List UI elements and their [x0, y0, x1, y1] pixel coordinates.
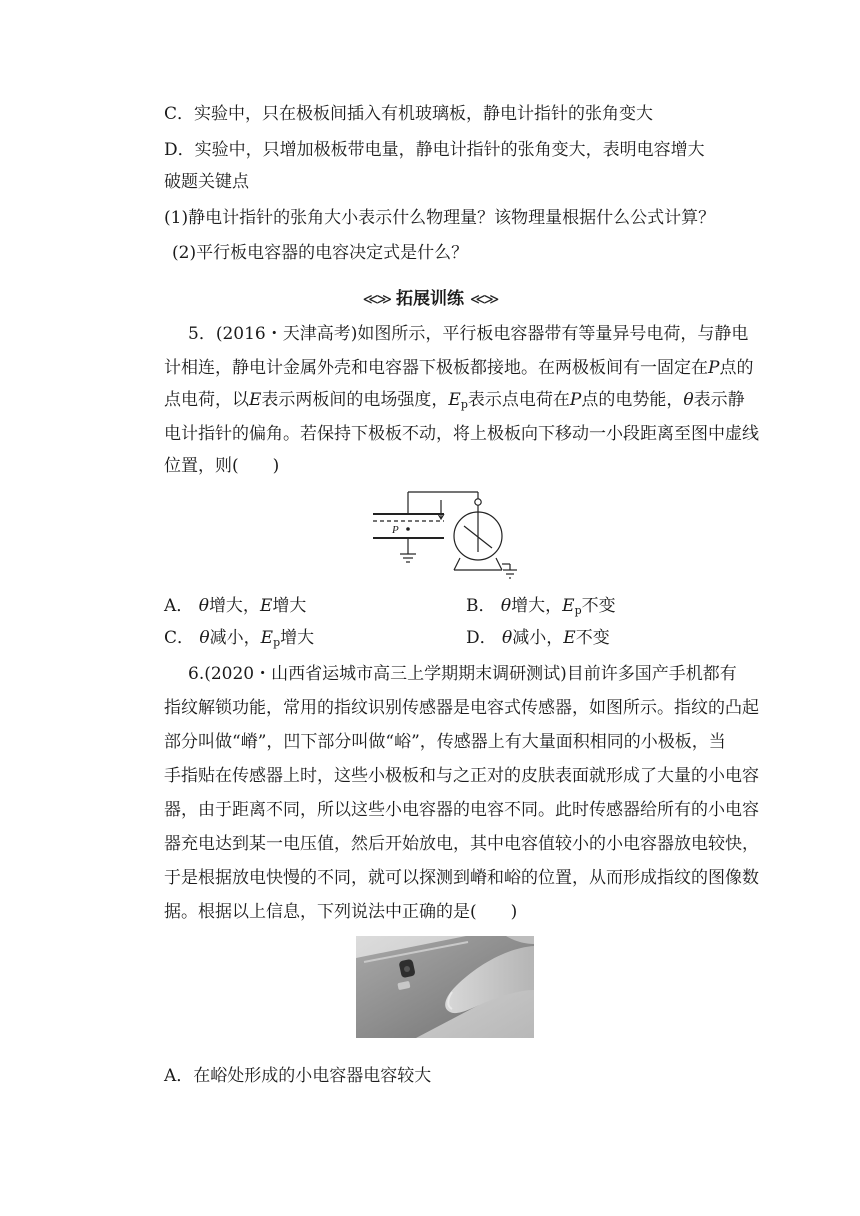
- q5-line-4: 电计指针的偏角。若保持下极板不动，将上极板向下移动一小段距离至图中虚线: [164, 424, 759, 444]
- q5-option-a: A． θ增大，E增大: [164, 596, 307, 616]
- banner-left-deco: ≪≫: [362, 290, 391, 308]
- q5-line-1: 5．(2016・天津高考)如图所示，平行板电容器带有等量异号电荷，与静电: [188, 324, 749, 344]
- key-points-title: 破题关键点: [164, 172, 249, 192]
- q6-line-8: 据。根据以上信息，下列说法中正确的是( ): [164, 902, 518, 922]
- q6-line-6: 器充电达到某一电压值，然后开始放电，其中电容值较小的小电容器放电较快，: [164, 834, 759, 854]
- q6-line-4: 手指贴在传感器上时，这些小极板和与之正对的皮肤表面就形成了大量的小电容: [164, 766, 759, 786]
- q6-option-a: A．在峪处形成的小电容器电容较大: [164, 1066, 432, 1086]
- q6-line-5: 器，由于距离不同，所以这些小电容器的电容不同。此时传感器给所有的小电容: [164, 800, 759, 820]
- key-question-2: (2)平行板电容器的电容决定式是什么？: [172, 243, 469, 263]
- q5-option-b: B． θ增大，$E_p$不变: [466, 596, 616, 617]
- q6-line-7: 于是根据放电快慢的不同，就可以探测到嵴和峪的位置，从而形成指纹的图像数: [164, 868, 759, 888]
- q6-line-1: 6.(2020・山西省运城市高三上学期期末调研测试)目前许多国产手机都有: [188, 664, 737, 684]
- capacitor-electroscope-figure: [368, 488, 518, 580]
- banner-right-deco: ≪≫: [469, 290, 498, 308]
- figure-label-p: P: [392, 524, 399, 536]
- banner-label: 拓展训练: [396, 289, 464, 309]
- fingerprint-phone-photo: [356, 936, 534, 1038]
- q5-line-2: 计相连，静电计金属外壳和电容器下极板都接地。在两极板间有一固定在P点的: [164, 358, 754, 378]
- point-charge-dot: [406, 527, 410, 531]
- option-d-text: D．实验中，只增加极板带电量，静电计指针的张角变大，表明电容增大: [164, 140, 705, 160]
- q5-option-d: D． θ减小，E不变: [466, 628, 610, 648]
- q5-option-c: C． θ减小，$E_p$增大: [164, 628, 315, 649]
- option-c-text: C．实验中，只在极板间插入有机玻璃板，静电计指针的张角变大: [164, 104, 654, 124]
- q5-line-3: 点电荷，以E表示两板间的电场强度，$E_p$表示点电荷在P点的电势能，θ表示静: [164, 390, 745, 411]
- extension-training-banner: [0, 284, 860, 309]
- q6-line-3: 部分叫做“嵴”，凹下部分叫做“峪”，传感器上有大量面积相同的小极板，当: [164, 732, 726, 752]
- q5-line-5: 位置，则( ): [164, 456, 280, 476]
- key-question-1: (1)静电计指针的张角大小表示什么物理量？该物理量根据什么公式计算？: [164, 208, 716, 228]
- q6-line-2: 指纹解锁功能，常用的指纹识别传感器是电容式传感器，如图所示。指纹的凸起: [164, 698, 759, 718]
